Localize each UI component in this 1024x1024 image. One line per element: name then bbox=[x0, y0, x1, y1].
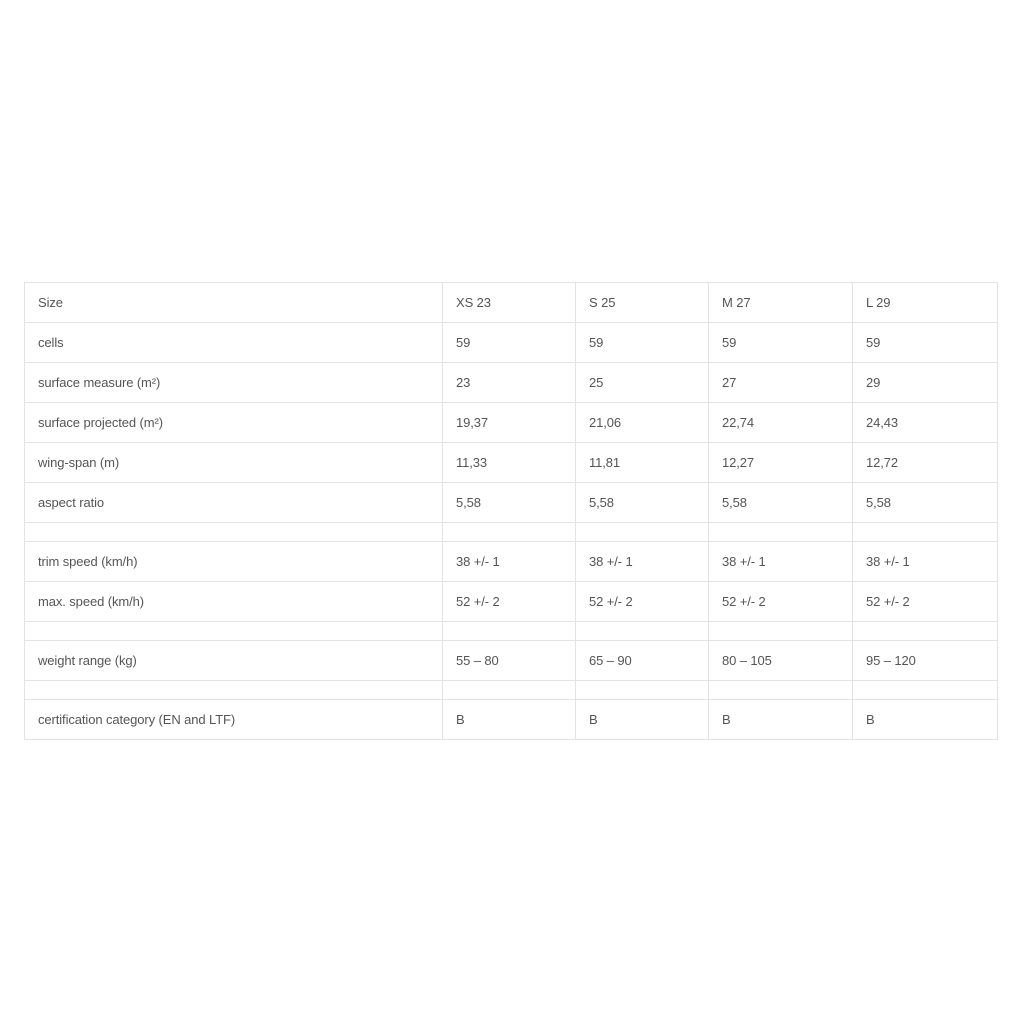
value-cell: 11,33 bbox=[443, 443, 576, 483]
value-cell: 59 bbox=[576, 323, 709, 363]
row-label: cells bbox=[25, 323, 443, 363]
spacer-cell bbox=[709, 622, 853, 641]
value-cell: 52 +/- 2 bbox=[576, 582, 709, 622]
spacer-cell bbox=[576, 622, 709, 641]
spec-table bbox=[24, 282, 998, 740]
value-cell: 59 bbox=[709, 323, 853, 363]
spacer-cell bbox=[443, 622, 576, 641]
value-cell: B bbox=[709, 700, 853, 740]
row-label: certification category (EN and LTF) bbox=[25, 700, 443, 740]
value-cell: 24,43 bbox=[853, 403, 998, 443]
table-row bbox=[25, 323, 998, 363]
value-cell: 12,27 bbox=[709, 443, 853, 483]
row-label: trim speed (km/h) bbox=[25, 542, 443, 582]
value-cell: 25 bbox=[576, 363, 709, 403]
row-label: Size bbox=[25, 283, 443, 323]
size-header-cell: S 25 bbox=[576, 283, 709, 323]
table-row bbox=[25, 403, 998, 443]
value-cell: 55 – 80 bbox=[443, 641, 576, 681]
spacer-cell bbox=[576, 523, 709, 542]
size-header-cell: L 29 bbox=[853, 283, 998, 323]
value-cell: 21,06 bbox=[576, 403, 709, 443]
value-cell: 52 +/- 2 bbox=[443, 582, 576, 622]
row-label: surface projected (m²) bbox=[25, 403, 443, 443]
value-cell: 38 +/- 1 bbox=[576, 542, 709, 582]
spec-table-body bbox=[25, 283, 998, 740]
value-cell: 59 bbox=[853, 323, 998, 363]
value-cell: 23 bbox=[443, 363, 576, 403]
value-cell: 52 +/- 2 bbox=[853, 582, 998, 622]
value-cell: 29 bbox=[853, 363, 998, 403]
value-cell: 5,58 bbox=[443, 483, 576, 523]
table-row bbox=[25, 443, 998, 483]
spacer-cell bbox=[853, 681, 998, 700]
value-cell: 5,58 bbox=[576, 483, 709, 523]
spacer-cell bbox=[853, 523, 998, 542]
row-label: max. speed (km/h) bbox=[25, 582, 443, 622]
row-label: weight range (kg) bbox=[25, 641, 443, 681]
row-label: surface measure (m²) bbox=[25, 363, 443, 403]
spacer-cell bbox=[709, 523, 853, 542]
value-cell: B bbox=[443, 700, 576, 740]
row-label: aspect ratio bbox=[25, 483, 443, 523]
value-cell: 27 bbox=[709, 363, 853, 403]
spacer-row bbox=[25, 622, 998, 641]
size-header-cell: XS 23 bbox=[443, 283, 576, 323]
value-cell: 65 – 90 bbox=[576, 641, 709, 681]
spacer-cell bbox=[576, 681, 709, 700]
value-cell: 95 – 120 bbox=[853, 641, 998, 681]
spacer-cell bbox=[443, 681, 576, 700]
spacer-row bbox=[25, 523, 998, 542]
value-cell: 5,58 bbox=[709, 483, 853, 523]
table-row bbox=[25, 582, 998, 622]
value-cell: 80 – 105 bbox=[709, 641, 853, 681]
value-cell: B bbox=[576, 700, 709, 740]
table-row bbox=[25, 363, 998, 403]
value-cell: 5,58 bbox=[853, 483, 998, 523]
value-cell: 52 +/- 2 bbox=[709, 582, 853, 622]
spacer-row bbox=[25, 681, 998, 700]
spacer-cell bbox=[443, 523, 576, 542]
value-cell: 19,37 bbox=[443, 403, 576, 443]
table-row bbox=[25, 641, 998, 681]
value-cell: 12,72 bbox=[853, 443, 998, 483]
header-row bbox=[25, 283, 998, 323]
value-cell: 38 +/- 1 bbox=[709, 542, 853, 582]
value-cell: B bbox=[853, 700, 998, 740]
spacer-cell bbox=[25, 622, 443, 641]
table-row bbox=[25, 483, 998, 523]
row-label: wing-span (m) bbox=[25, 443, 443, 483]
table-row bbox=[25, 700, 998, 740]
value-cell: 22,74 bbox=[709, 403, 853, 443]
table-row bbox=[25, 542, 998, 582]
value-cell: 38 +/- 1 bbox=[853, 542, 998, 582]
spacer-cell bbox=[25, 523, 443, 542]
spacer-cell bbox=[25, 681, 443, 700]
value-cell: 59 bbox=[443, 323, 576, 363]
size-header-cell: M 27 bbox=[709, 283, 853, 323]
spacer-cell bbox=[709, 681, 853, 700]
value-cell: 11,81 bbox=[576, 443, 709, 483]
spacer-cell bbox=[853, 622, 998, 641]
value-cell: 38 +/- 1 bbox=[443, 542, 576, 582]
